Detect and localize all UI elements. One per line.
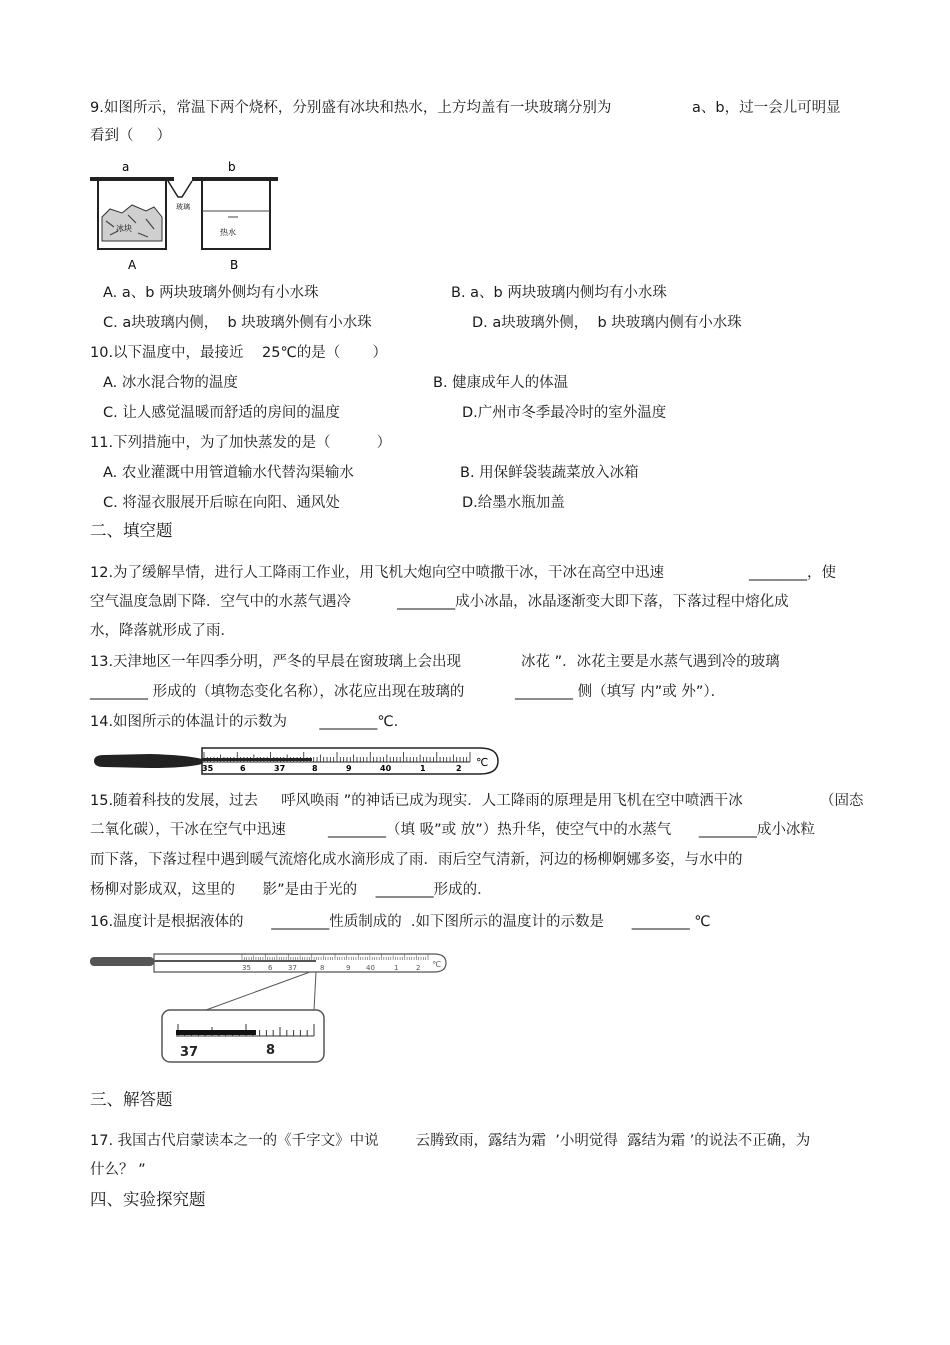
section-heading-fill-in: 二、填空题 (90, 521, 173, 540)
q13-line1-end: 冰花 ”．冰花主要是水蒸气遇到冷的玻璃 (521, 654, 780, 670)
q14-unit: ℃ (476, 756, 489, 769)
q9-option-a: A. a、b 两块玻璃外侧均有小水珠 (103, 285, 319, 301)
q17-line1: 17. 我国古代启蒙读本之一的《千字文》中说 云腾致雨，露结为霜 ’小明觉得 露结为霜 ’的说法不正确，为 (90, 1133, 811, 1149)
thermometer-figure-q16 (88, 948, 450, 1068)
q11-option-a: A. 农业灌溉中用管道输水代替沟渠输水 (103, 465, 354, 481)
q14-scale-40: 40 (380, 764, 392, 773)
q16-scale-40: 40 (366, 964, 375, 972)
q15-line1: 15.随着科技的发展，过去 呼风唤雨 ”的神话已成为现实．人工降雨的原理是用飞机在空中喷洒干冰 (90, 793, 743, 809)
fig-water-label: 热水 (220, 228, 236, 237)
q13-line1: 13.天津地区一年四季分明，严冬的早晨在窗玻璃上会出现 (90, 654, 462, 670)
q16-stem: 16.温度计是根据液体的 ________性质制成的 .如下图所示的温度计的示数是 ________ ℃ (90, 914, 711, 930)
fig-ice-label: 冰块 (116, 224, 132, 233)
q16-scale-9: 9 (346, 964, 351, 972)
fig-label-B: B (230, 258, 239, 272)
q9-option-d: D. a块玻璃外侧， b 块玻璃内侧有小水珠 (472, 315, 742, 331)
q12-line1-end: ________，使 (749, 565, 836, 581)
q14-scale-8: 8 (312, 764, 318, 773)
fig-glass-label: 玻璃 (176, 203, 190, 211)
q14-scale-6: 6 (240, 764, 246, 773)
q13-line2: ________ 形成的（填物态变化名称），冰花应出现在玻璃的 ________ 侧（填写 内”或 外”）． (90, 684, 726, 700)
q15-line4: 杨柳对影成双，这里的 影”是由于光的 ________形成的． (90, 882, 492, 898)
glass-plate-b (192, 177, 278, 181)
q11-option-c: C. 将湿衣服展开后晾在向阳、通风处 (103, 495, 340, 511)
q10-option-b: B. 健康成年人的体温 (433, 375, 569, 391)
q15-line3: 而下落，下落过程中遇到暖气流熔化成水滴形成了雨．雨后空气清新，河边的杨柳婀娜多姿，与水中的 (90, 852, 743, 868)
q10-stem: 10.以下温度中，最接近 25℃的是（ ） (90, 345, 387, 361)
q17-line2: 什么？ ” (90, 1162, 146, 1178)
fig-label-a: a (122, 160, 130, 174)
q10-option-a: A. 冰水混合物的温度 (103, 375, 238, 391)
q9-stem-line1: 9.如图所示，常温下两个烧杯，分别盛有冰块和热水，上方均盖有一块玻璃分别为 (90, 100, 612, 116)
q16-scale-37: 37 (288, 964, 297, 972)
q16-unit: ℃ (432, 960, 441, 969)
q12-line2: 空气温度急剧下降．空气中的水蒸气遇冷 ________成小冰晶，冰晶逐渐变大即下落，下落过程中熔化成 (90, 594, 789, 610)
q16-scale-6: 6 (268, 964, 273, 972)
ice-block (102, 205, 162, 241)
q16-scale-35: 35 (242, 964, 251, 972)
q14-scale-9: 9 (346, 764, 352, 773)
section-heading-answer: 三、解答题 (90, 1090, 173, 1109)
q11-option-d: D.给墨水瓶加盖 (462, 495, 565, 511)
fig-label-b: b (228, 160, 236, 174)
q9-option-c: C. a块玻璃内侧， b 块玻璃外侧有小水珠 (103, 315, 372, 331)
q16-scale-8: 8 (320, 964, 325, 972)
q10-option-c: C. 让人感觉温暖而舒适的房间的温度 (103, 405, 340, 421)
glass-plate-a (90, 177, 174, 181)
q9-option-b: B. a、b 两块玻璃内侧均有小水珠 (451, 285, 667, 301)
zoom-mercury (176, 1030, 256, 1035)
q15-line1-end: （固态 (820, 793, 864, 809)
section-heading-experiment: 四、实验探究题 (90, 1190, 206, 1209)
q14-scale-35: 35 (202, 764, 214, 773)
q9-stem-line1-end: a、b，过一会儿可明显 (692, 100, 841, 116)
q12-line1: 12.为了缓解旱情，进行人工降雨工作业，用飞机大炮向空中喷撒干冰，干冰在高空中迅速 (90, 565, 665, 581)
q11-stem: 11.下列措施中，为了加快蒸发的是（ ） (90, 435, 392, 451)
q16-scale-2: 2 (416, 964, 421, 972)
fig-label-A: A (128, 258, 137, 272)
beaker-figure (88, 157, 280, 275)
q15-line2: 二氧化碳），干冰在空气中迅速 (90, 822, 286, 838)
q9-stem-line2: 看到（ ） (90, 128, 172, 144)
q15-line2-end: ________（填 吸”或 放”）热升华，使空气中的水蒸气 ________成小冰粒 (328, 822, 815, 838)
beaker-b (202, 181, 270, 249)
zoom-label-8: 8 (266, 1043, 276, 1058)
q14-scale-1: 1 (420, 764, 426, 773)
q14-scale-37: 37 (274, 764, 286, 773)
thermometer-figure-q14 (90, 740, 502, 778)
q14-scale-2: 2 (456, 764, 462, 773)
q12-line3: 水，降落就形成了雨． (90, 623, 235, 639)
zoom-label-37: 37 (180, 1045, 199, 1060)
q14-stem: 14.如图所示的体温计的示数为 ________℃. (90, 714, 399, 730)
q16-scale-1: 1 (394, 964, 399, 972)
q11-option-b: B. 用保鲜袋装蔬菜放入冰箱 (460, 465, 639, 481)
q10-option-d: D.广州市冬季最冷时的室外温度 (462, 405, 667, 421)
